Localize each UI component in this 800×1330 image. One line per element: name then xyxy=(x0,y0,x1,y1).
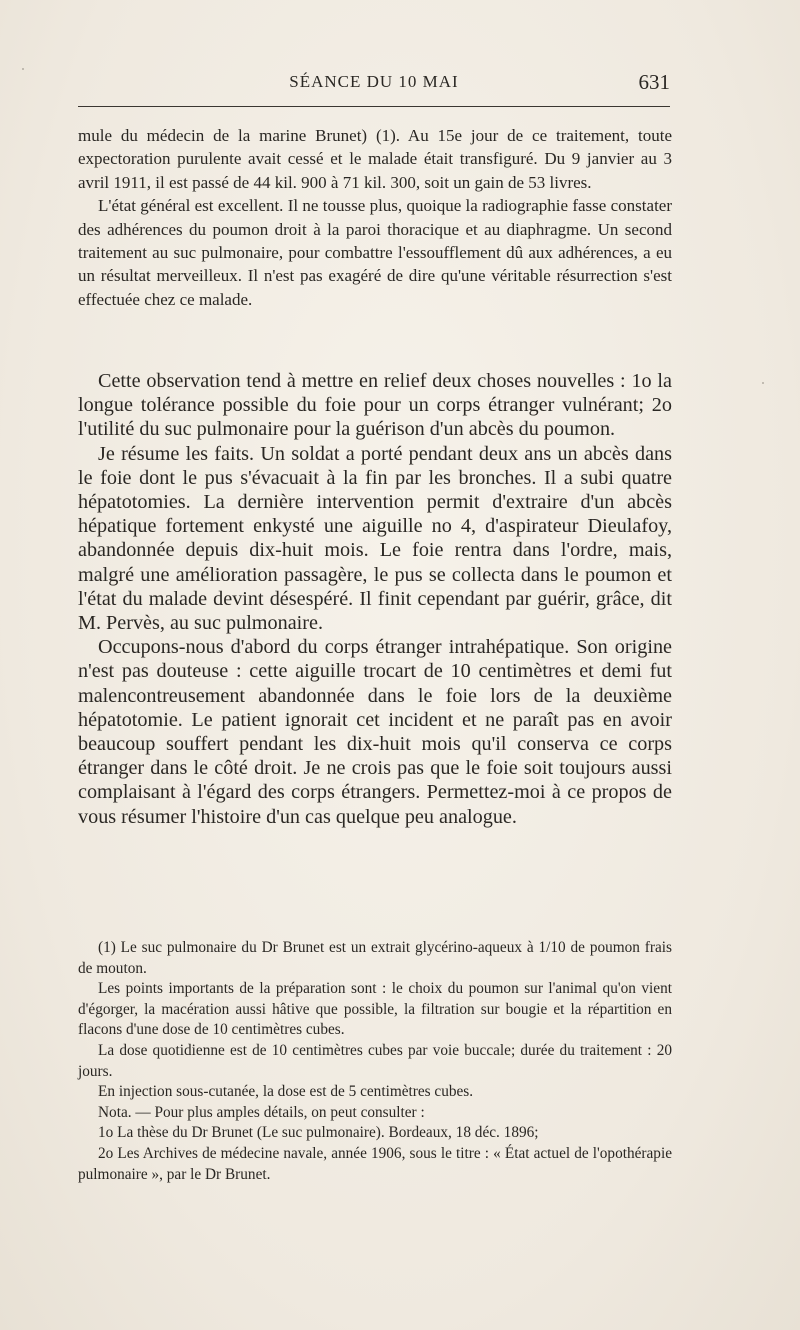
footnotes xyxy=(78,938,672,1185)
footnote: La dose quotidienne est de 10 centimètres cubes par voie buccale; durée du traitement : 20 jours. xyxy=(78,1041,672,1080)
page-number: 631 xyxy=(638,70,670,94)
footnote: 1o La thèse du Dr Brunet (Le suc pulmonaire). Bordeaux, 18 déc. 1896; xyxy=(98,1124,539,1142)
paragraph: mule du médecin de la marine Brunet) (1). Au 15e jour de ce traitement, toute expectoration purulente avait cessé et le malade était transfiguré. Du 9 janvier au 3 avril 1911, il est passé de 44 kil. 900 à 71 kil. 300, soit un gain de 53 livres. xyxy=(78,126,672,192)
running-head xyxy=(78,70,670,98)
paragraph: Je résume les faits. Un soldat a porté pendant deux ans un abcès dans le foie dont le pus s'évacuait à la fin par les bronches. Il a subi quatre hépatotomies. La dernière intervention permit d'extraire d'un abcès hépatique fortement enkysté une aiguille no 4, d'aspirateur Dieulafoy, abandonnée depuis dix-huit mois. Le foie rentra dans l'ordre, mais, malgré une amélioration passagère, le pus se collecta dans le poumon et l'état du malade devint désespéré. Il finit cependant par guérir, grâce, dit M. Pervès, au suc pulmonaire. xyxy=(78,442,672,635)
running-title: SÉANCE DU 10 MAI xyxy=(289,72,459,91)
main-text xyxy=(78,369,672,829)
footnote: En injection sous-cutanée, la dose est de 5 centimètres cubes. xyxy=(98,1083,474,1101)
footnote: (1) Le suc pulmonaire du Dr Brunet est un extrait glycérino-aqueux à 1/10 de poumon frais de mouton. xyxy=(78,939,672,977)
paper-speck xyxy=(22,68,24,70)
paper-speck xyxy=(762,382,764,384)
paragraph: Cette observation tend à mettre en relief deux choses nouvelles : 1o la longue tolérance possible du foie pour un corps étranger vulnérant; 2o l'utilité du suc pulmonaire pour la guérison d'un abcès du poumon. xyxy=(78,370,672,441)
header-rule xyxy=(78,106,670,107)
paragraph: L'état général est excellent. Il ne tousse plus, quoique la radiographie fasse constater des adhérences du poumon droit à la paroi thoracique et au diaphragme. Un second traitement au suc pulmonaire, pour combattre l'essoufflement dû aux adhérences, a eu un résultat merveilleux. Il n'est pas exagéré de dire qu'une véritable résurrection s'est effectuée chez ce malade. xyxy=(78,196,672,309)
paragraph: Occupons-nous d'abord du corps étranger intrahépatique. Son origine n'est pas douteuse : cette aiguille trocart de 10 centimètres et demi fut malencontreusement abandonnée dans le foie lors de la deuxième hépatotomie. Le patient ignorait cet incident et ne paraît pas en avoir beaucoup souffert pendant les dix-huit mois qu'il conserva ce corps étranger dans le côté droit. Je ne crois pas que le foie soit toujours aussi complaisant à l'égard des corps étrangers. Permettez-moi à ce propos de vous résumer l'histoire d'un cas quelque peu analogue. xyxy=(78,636,672,828)
footnote: Les points importants de la préparation sont : le choix du poumon sur l'animal qu'on vient d'égorger, la macération aussi hâtive que possible, la filtration sur bougie et la répartition en flacons d'une dose de 10 centimètres cubes. xyxy=(78,980,672,1039)
footnote: 2o Les Archives de médecine navale, année 1906, sous le titre : « État actuel de l'opothérapie pulmonaire », par le Dr Brunet. xyxy=(78,1144,672,1183)
footnote: Nota. — Pour plus amples détails, on peut consulter : xyxy=(98,1103,425,1121)
observation-continuation xyxy=(78,124,672,311)
